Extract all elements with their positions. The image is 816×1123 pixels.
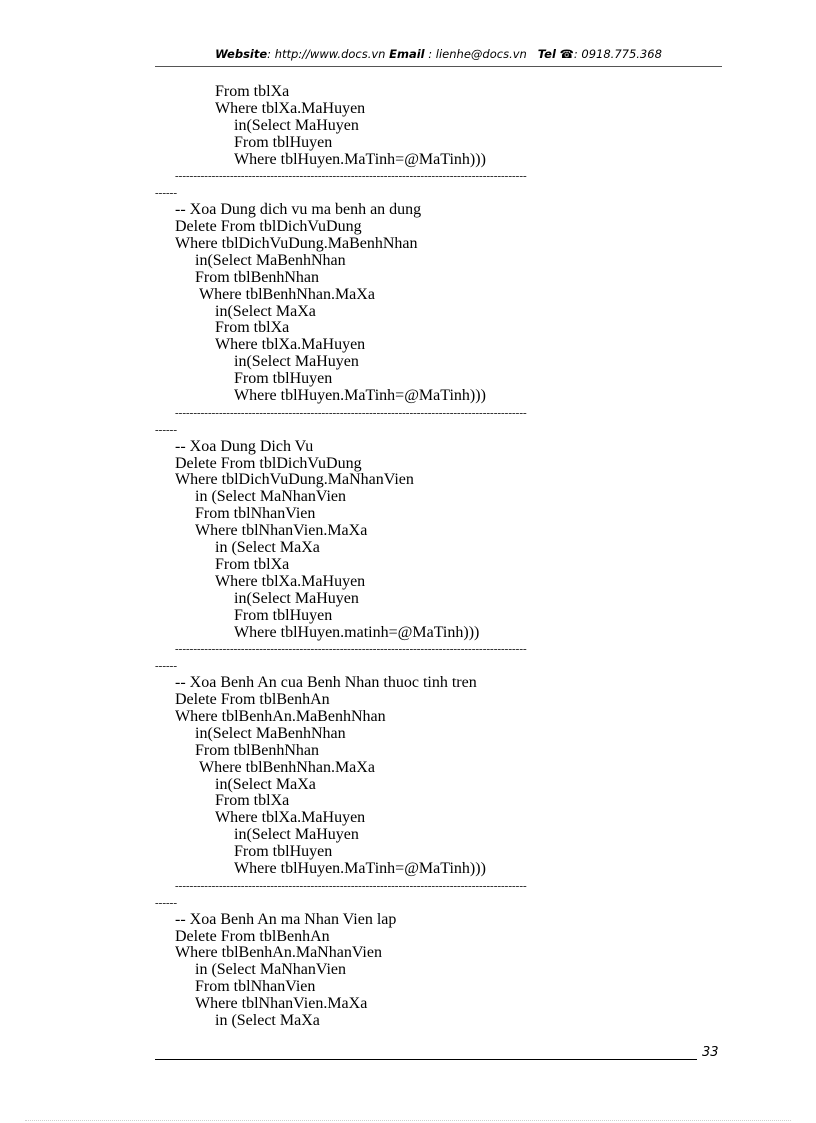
code-line: From tblBenhNhan <box>195 742 319 759</box>
code-line: Where tblBenhAn.MaNhanVien <box>175 945 382 962</box>
code-line: -- Xoa Benh An cua Benh Nhan thuoc tinh tren <box>175 675 477 692</box>
code-line: Where tblXa.MaHuyen <box>215 810 366 827</box>
page-header <box>155 47 722 61</box>
code-line: From tblXa <box>215 320 290 337</box>
code-line: From tblHuyen <box>234 134 333 151</box>
page-border <box>25 1120 791 1121</box>
code-line: Where tblBenhNhan.MaXa <box>199 286 375 303</box>
code-line: in(Select MaHuyen <box>234 354 359 371</box>
code-line: in (Select MaXa <box>215 540 320 557</box>
separator-line: ------------------------------------------------------------------------------------------------ <box>175 879 527 892</box>
code-line: Where tblXa.MaHuyen <box>215 573 366 590</box>
code-line: Delete From tblDichVuDung <box>175 455 362 472</box>
separator-line: ------------------------------------------------------------------------------------------------ <box>175 170 527 183</box>
sql-code-block <box>155 84 715 1030</box>
code-line: From tblNhanVien <box>195 506 316 523</box>
code-line: Where tblNhanVien.MaXa <box>195 996 368 1013</box>
tel-label: Tel <box>537 47 556 61</box>
code-line: -- Xoa Dung dich vu ma benh an dung <box>175 202 422 219</box>
code-line: Where tblXa.MaHuyen <box>215 337 366 354</box>
separator-line: ------ <box>155 187 177 200</box>
code-line: From tblHuyen <box>234 607 333 624</box>
separator-line: ------------------------------------------------------------------------------------------------ <box>175 643 527 656</box>
code-line: From tblHuyen <box>234 844 333 861</box>
code-line: in(Select MaBenhNhan <box>195 252 346 269</box>
code-line: From tblHuyen <box>234 371 333 388</box>
code-line: in(Select MaXa <box>215 303 316 320</box>
code-line: in(Select MaXa <box>215 776 316 793</box>
code-line: in(Select MaHuyen <box>234 117 359 134</box>
header-rule <box>155 66 722 67</box>
separator-line: ------ <box>155 660 177 673</box>
code-line: -- Xoa Dung Dich Vu <box>175 438 314 455</box>
code-line: Where tblDichVuDung.MaBenhNhan <box>175 236 418 253</box>
separator-line: ------ <box>155 423 177 436</box>
page-number: 33 <box>702 1045 719 1060</box>
code-line: Delete From tblBenhAn <box>175 692 330 709</box>
code-line: Where tblBenhNhan.MaXa <box>199 759 375 776</box>
code-line: in(Select MaBenhNhan <box>195 725 346 742</box>
code-line: From tblNhanVien <box>195 979 316 996</box>
code-line: Where tblHuyen.MaTinh=@MaTinh))) <box>234 860 486 877</box>
separator-line: ------------------------------------------------------------------------------------------------ <box>175 406 527 419</box>
code-line: From tblXa <box>215 793 290 810</box>
code-line: Where tblHuyen.MaTinh=@MaTinh))) <box>234 388 486 405</box>
code-line: Delete From tblBenhAn <box>175 928 330 945</box>
website-label: Website <box>215 47 268 61</box>
email-value: : lienhe@docs.vn <box>424 47 527 61</box>
code-line: in (Select MaXa <box>215 1012 320 1029</box>
website-value: : http://www.docs.vn <box>267 47 386 61</box>
code-line: Delete From tblDichVuDung <box>175 219 362 236</box>
code-line: Where tblBenhAn.MaBenhNhan <box>175 708 386 725</box>
email-label: Email <box>389 47 425 61</box>
code-line: Where tblHuyen.matinh=@MaTinh))) <box>234 624 480 641</box>
code-line: Where tblNhanVien.MaXa <box>195 523 368 540</box>
code-line: in(Select MaHuyen <box>234 827 359 844</box>
code-line: From tblXa <box>215 84 290 100</box>
code-line: Where tblHuyen.MaTinh=@MaTinh))) <box>234 151 486 168</box>
separator-line: ------ <box>155 896 177 909</box>
code-line: Where tblDichVuDung.MaNhanVien <box>175 472 414 489</box>
tel-value: : 0918.775.368 <box>573 47 662 61</box>
code-line: -- Xoa Benh An ma Nhan Vien lap <box>175 911 397 928</box>
code-line: Where tblXa.MaHuyen <box>215 100 366 117</box>
code-line: in(Select MaHuyen <box>234 590 359 607</box>
code-line: in (Select MaNhanVien <box>195 962 346 979</box>
footer-rule <box>155 1059 697 1060</box>
code-line: in (Select MaNhanVien <box>195 489 346 506</box>
code-line: From tblXa <box>215 556 290 573</box>
code-line: From tblBenhNhan <box>195 269 319 286</box>
phone-icon: ☎ <box>559 47 574 61</box>
